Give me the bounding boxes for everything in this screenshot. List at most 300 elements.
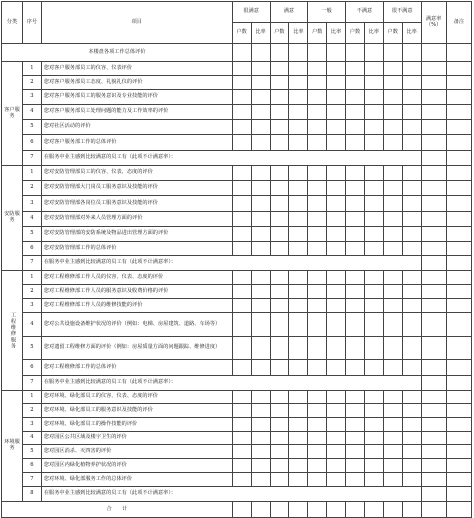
data-cell[interactable] <box>289 90 308 105</box>
data-cell[interactable] <box>327 227 346 242</box>
data-cell[interactable] <box>446 404 471 418</box>
data-cell[interactable] <box>446 299 471 313</box>
data-cell[interactable] <box>270 62 289 76</box>
data-cell[interactable] <box>383 299 402 313</box>
data-cell[interactable] <box>327 62 346 76</box>
data-cell[interactable] <box>232 120 251 135</box>
data-cell[interactable] <box>251 181 270 196</box>
data-cell[interactable] <box>402 120 421 135</box>
data-cell[interactable] <box>446 120 471 135</box>
data-cell[interactable] <box>346 459 365 473</box>
data-cell[interactable] <box>446 445 471 459</box>
data-cell[interactable] <box>421 360 446 376</box>
data-cell[interactable] <box>446 62 471 76</box>
data-cell[interactable] <box>346 76 365 90</box>
data-cell[interactable] <box>346 212 365 227</box>
data-cell[interactable] <box>308 445 327 459</box>
data-cell[interactable] <box>308 76 327 90</box>
data-cell[interactable] <box>346 285 365 299</box>
data-cell[interactable] <box>346 418 365 432</box>
data-cell[interactable] <box>232 299 251 313</box>
data-cell[interactable] <box>327 271 346 285</box>
data-cell[interactable] <box>402 166 421 181</box>
data-cell[interactable] <box>402 76 421 90</box>
data-cell[interactable] <box>327 502 346 518</box>
data-cell[interactable] <box>402 391 421 404</box>
data-cell[interactable] <box>383 135 402 151</box>
data-cell[interactable] <box>421 285 446 299</box>
data-cell[interactable] <box>308 135 327 151</box>
data-cell[interactable] <box>402 135 421 151</box>
data-cell[interactable] <box>308 105 327 120</box>
data-cell[interactable] <box>364 473 383 487</box>
data-cell[interactable] <box>251 445 270 459</box>
data-cell[interactable] <box>402 62 421 76</box>
data-cell[interactable] <box>383 391 402 404</box>
data-cell[interactable] <box>327 120 346 135</box>
data-cell[interactable] <box>327 404 346 418</box>
data-cell[interactable] <box>383 432 402 445</box>
data-cell[interactable] <box>402 432 421 445</box>
data-cell[interactable] <box>232 337 251 360</box>
data-cell[interactable] <box>327 105 346 120</box>
data-cell[interactable] <box>289 445 308 459</box>
data-cell[interactable] <box>346 166 365 181</box>
data-cell[interactable] <box>446 256 471 271</box>
data-cell[interactable] <box>446 285 471 299</box>
data-cell[interactable] <box>402 242 421 256</box>
data-cell[interactable] <box>232 242 251 256</box>
data-cell[interactable] <box>232 360 251 376</box>
data-cell[interactable] <box>232 166 251 181</box>
data-cell[interactable] <box>251 473 270 487</box>
data-cell[interactable] <box>446 418 471 432</box>
data-cell[interactable] <box>364 445 383 459</box>
data-cell[interactable] <box>251 196 270 212</box>
data-cell[interactable] <box>232 90 251 105</box>
data-cell[interactable] <box>421 418 446 432</box>
data-cell[interactable] <box>364 313 383 337</box>
data-cell[interactable] <box>402 445 421 459</box>
data-cell[interactable] <box>364 459 383 473</box>
data-cell[interactable] <box>308 459 327 473</box>
data-cell[interactable] <box>421 404 446 418</box>
data-cell[interactable] <box>251 76 270 90</box>
data-cell[interactable] <box>402 337 421 360</box>
data-cell[interactable] <box>421 135 446 151</box>
data-cell[interactable] <box>421 459 446 473</box>
data-cell[interactable] <box>308 418 327 432</box>
data-cell[interactable] <box>327 135 346 151</box>
data-cell[interactable] <box>446 44 471 62</box>
data-cell[interactable] <box>232 473 251 487</box>
data-cell[interactable] <box>327 196 346 212</box>
data-cell[interactable] <box>383 196 402 212</box>
data-cell[interactable] <box>402 181 421 196</box>
data-cell[interactable] <box>289 242 308 256</box>
data-cell[interactable] <box>289 105 308 120</box>
data-cell[interactable] <box>364 404 383 418</box>
data-cell[interactable] <box>446 212 471 227</box>
data-cell[interactable] <box>232 181 251 196</box>
data-cell[interactable] <box>270 418 289 432</box>
data-cell[interactable] <box>446 360 471 376</box>
data-cell[interactable] <box>270 76 289 90</box>
data-cell[interactable] <box>446 135 471 151</box>
data-cell[interactable] <box>232 135 251 151</box>
data-cell[interactable] <box>402 227 421 242</box>
data-cell[interactable] <box>383 459 402 473</box>
data-cell[interactable] <box>289 285 308 299</box>
data-cell[interactable] <box>446 181 471 196</box>
data-cell[interactable] <box>308 181 327 196</box>
data-cell[interactable] <box>327 181 346 196</box>
data-cell[interactable] <box>251 227 270 242</box>
data-cell[interactable] <box>270 404 289 418</box>
data-cell[interactable] <box>251 418 270 432</box>
data-cell[interactable] <box>346 135 365 151</box>
data-cell[interactable] <box>364 360 383 376</box>
data-cell[interactable] <box>289 166 308 181</box>
data-cell[interactable] <box>251 90 270 105</box>
data-cell[interactable] <box>232 418 251 432</box>
data-cell[interactable] <box>270 242 289 256</box>
data-cell[interactable] <box>346 473 365 487</box>
data-cell[interactable] <box>421 212 446 227</box>
data-cell[interactable] <box>289 313 308 337</box>
data-cell[interactable] <box>364 391 383 404</box>
data-cell[interactable] <box>446 90 471 105</box>
data-cell[interactable] <box>270 196 289 212</box>
data-cell[interactable] <box>289 360 308 376</box>
data-cell[interactable] <box>251 313 270 337</box>
data-cell[interactable] <box>308 227 327 242</box>
data-cell[interactable] <box>251 391 270 404</box>
data-cell[interactable] <box>346 90 365 105</box>
data-cell[interactable] <box>421 502 446 518</box>
data-cell[interactable] <box>421 181 446 196</box>
data-cell[interactable] <box>270 313 289 337</box>
data-cell[interactable] <box>232 313 251 337</box>
data-cell[interactable] <box>446 502 471 518</box>
data-cell[interactable] <box>364 271 383 285</box>
data-cell[interactable] <box>308 337 327 360</box>
data-cell[interactable] <box>327 44 346 62</box>
data-cell[interactable] <box>270 181 289 196</box>
data-cell[interactable] <box>383 418 402 432</box>
data-cell[interactable] <box>446 105 471 120</box>
data-cell[interactable] <box>346 271 365 285</box>
data-cell[interactable] <box>346 181 365 196</box>
data-cell[interactable] <box>289 391 308 404</box>
data-cell[interactable] <box>232 432 251 445</box>
data-cell[interactable] <box>364 227 383 242</box>
data-cell[interactable] <box>446 271 471 285</box>
data-cell[interactable] <box>421 391 446 404</box>
data-cell[interactable] <box>383 227 402 242</box>
data-cell[interactable] <box>383 212 402 227</box>
data-cell[interactable] <box>421 313 446 337</box>
data-cell[interactable] <box>232 445 251 459</box>
data-cell[interactable] <box>289 418 308 432</box>
data-cell[interactable] <box>383 90 402 105</box>
data-cell[interactable] <box>289 227 308 242</box>
data-cell[interactable] <box>446 337 471 360</box>
data-cell[interactable] <box>402 212 421 227</box>
data-cell[interactable] <box>346 62 365 76</box>
data-cell[interactable] <box>402 299 421 313</box>
data-cell[interactable] <box>421 62 446 76</box>
data-cell[interactable] <box>364 242 383 256</box>
data-cell[interactable] <box>327 299 346 313</box>
data-cell[interactable] <box>327 313 346 337</box>
data-cell[interactable] <box>327 445 346 459</box>
data-cell[interactable] <box>289 181 308 196</box>
data-cell[interactable] <box>346 445 365 459</box>
data-cell[interactable] <box>421 242 446 256</box>
data-cell[interactable] <box>327 418 346 432</box>
data-cell[interactable] <box>383 337 402 360</box>
data-cell[interactable] <box>402 271 421 285</box>
data-cell[interactable] <box>251 120 270 135</box>
data-cell[interactable] <box>308 473 327 487</box>
data-cell[interactable] <box>232 404 251 418</box>
data-cell[interactable] <box>232 227 251 242</box>
data-cell[interactable] <box>421 473 446 487</box>
data-cell[interactable] <box>383 285 402 299</box>
data-cell[interactable] <box>251 271 270 285</box>
data-cell[interactable] <box>327 360 346 376</box>
data-cell[interactable] <box>383 502 402 518</box>
data-cell[interactable] <box>270 432 289 445</box>
data-cell[interactable] <box>446 76 471 90</box>
data-cell[interactable] <box>346 313 365 337</box>
data-cell[interactable] <box>346 337 365 360</box>
data-cell[interactable] <box>402 404 421 418</box>
data-cell[interactable] <box>446 196 471 212</box>
data-cell[interactable] <box>402 196 421 212</box>
data-cell[interactable] <box>446 313 471 337</box>
data-cell[interactable] <box>402 502 421 518</box>
data-cell[interactable] <box>364 44 383 62</box>
data-cell[interactable] <box>289 404 308 418</box>
data-cell[interactable] <box>251 62 270 76</box>
data-cell[interactable] <box>383 445 402 459</box>
data-cell[interactable] <box>308 313 327 337</box>
data-cell[interactable] <box>364 90 383 105</box>
data-cell[interactable] <box>232 105 251 120</box>
data-cell[interactable] <box>364 285 383 299</box>
data-cell[interactable] <box>364 432 383 445</box>
data-cell[interactable] <box>421 196 446 212</box>
data-cell[interactable] <box>364 166 383 181</box>
data-cell[interactable] <box>232 459 251 473</box>
data-cell[interactable] <box>308 360 327 376</box>
data-cell[interactable] <box>327 285 346 299</box>
data-cell[interactable] <box>251 337 270 360</box>
data-cell[interactable] <box>251 105 270 120</box>
data-cell[interactable] <box>251 44 270 62</box>
data-cell[interactable] <box>327 90 346 105</box>
data-cell[interactable] <box>251 135 270 151</box>
data-cell[interactable] <box>289 120 308 135</box>
data-cell[interactable] <box>270 227 289 242</box>
data-cell[interactable] <box>383 473 402 487</box>
data-cell[interactable] <box>346 299 365 313</box>
data-cell[interactable] <box>346 404 365 418</box>
data-cell[interactable] <box>383 105 402 120</box>
data-cell[interactable] <box>308 90 327 105</box>
data-cell[interactable] <box>270 120 289 135</box>
data-cell[interactable] <box>270 285 289 299</box>
data-cell[interactable] <box>251 285 270 299</box>
data-cell[interactable] <box>383 313 402 337</box>
data-cell[interactable] <box>383 120 402 135</box>
data-cell[interactable] <box>346 502 365 518</box>
data-cell[interactable] <box>364 337 383 360</box>
data-cell[interactable] <box>346 105 365 120</box>
data-cell[interactable] <box>383 76 402 90</box>
data-cell[interactable] <box>232 62 251 76</box>
data-cell[interactable] <box>251 459 270 473</box>
data-cell[interactable] <box>251 299 270 313</box>
data-cell[interactable] <box>383 271 402 285</box>
data-cell[interactable] <box>289 502 308 518</box>
data-cell[interactable] <box>446 459 471 473</box>
data-cell[interactable] <box>308 502 327 518</box>
data-cell[interactable] <box>346 242 365 256</box>
data-cell[interactable] <box>289 299 308 313</box>
data-cell[interactable] <box>327 473 346 487</box>
data-cell[interactable] <box>251 404 270 418</box>
data-cell[interactable] <box>383 44 402 62</box>
data-cell[interactable] <box>346 432 365 445</box>
data-cell[interactable] <box>308 212 327 227</box>
data-cell[interactable] <box>308 120 327 135</box>
data-cell[interactable] <box>270 271 289 285</box>
data-cell[interactable] <box>446 487 471 502</box>
data-cell[interactable] <box>308 432 327 445</box>
data-cell[interactable] <box>232 212 251 227</box>
data-cell[interactable] <box>327 212 346 227</box>
data-cell[interactable] <box>421 76 446 90</box>
data-cell[interactable] <box>270 299 289 313</box>
data-cell[interactable] <box>346 391 365 404</box>
data-cell[interactable] <box>346 360 365 376</box>
data-cell[interactable] <box>327 459 346 473</box>
data-cell[interactable] <box>364 135 383 151</box>
data-cell[interactable] <box>270 44 289 62</box>
data-cell[interactable] <box>289 62 308 76</box>
data-cell[interactable] <box>402 90 421 105</box>
data-cell[interactable] <box>446 227 471 242</box>
data-cell[interactable] <box>308 404 327 418</box>
data-cell[interactable] <box>446 432 471 445</box>
data-cell[interactable] <box>402 313 421 337</box>
data-cell[interactable] <box>289 473 308 487</box>
data-cell[interactable] <box>364 418 383 432</box>
data-cell[interactable] <box>446 391 471 404</box>
data-cell[interactable] <box>308 242 327 256</box>
data-cell[interactable] <box>251 360 270 376</box>
data-cell[interactable] <box>232 196 251 212</box>
data-cell[interactable] <box>308 271 327 285</box>
data-cell[interactable] <box>446 166 471 181</box>
data-cell[interactable] <box>421 166 446 181</box>
data-cell[interactable] <box>421 151 446 166</box>
data-cell[interactable] <box>383 62 402 76</box>
data-cell[interactable] <box>421 227 446 242</box>
data-cell[interactable] <box>289 432 308 445</box>
data-cell[interactable] <box>308 299 327 313</box>
data-cell[interactable] <box>402 285 421 299</box>
data-cell[interactable] <box>446 473 471 487</box>
data-cell[interactable] <box>446 376 471 391</box>
data-cell[interactable] <box>402 418 421 432</box>
data-cell[interactable] <box>289 76 308 90</box>
data-cell[interactable] <box>270 391 289 404</box>
data-cell[interactable] <box>270 337 289 360</box>
data-cell[interactable] <box>232 44 251 62</box>
data-cell[interactable] <box>421 445 446 459</box>
data-cell[interactable] <box>346 120 365 135</box>
data-cell[interactable] <box>421 90 446 105</box>
data-cell[interactable] <box>289 44 308 62</box>
data-cell[interactable] <box>402 459 421 473</box>
data-cell[interactable] <box>446 151 471 166</box>
data-cell[interactable] <box>308 285 327 299</box>
data-cell[interactable] <box>232 285 251 299</box>
data-cell[interactable] <box>402 473 421 487</box>
data-cell[interactable] <box>308 44 327 62</box>
data-cell[interactable] <box>346 44 365 62</box>
data-cell[interactable] <box>364 299 383 313</box>
data-cell[interactable] <box>270 166 289 181</box>
data-cell[interactable] <box>327 242 346 256</box>
data-cell[interactable] <box>251 212 270 227</box>
data-cell[interactable] <box>421 256 446 271</box>
data-cell[interactable] <box>270 135 289 151</box>
data-cell[interactable] <box>270 212 289 227</box>
data-cell[interactable] <box>402 360 421 376</box>
data-cell[interactable] <box>251 502 270 518</box>
data-cell[interactable] <box>402 44 421 62</box>
data-cell[interactable] <box>308 391 327 404</box>
data-cell[interactable] <box>364 502 383 518</box>
data-cell[interactable] <box>421 432 446 445</box>
data-cell[interactable] <box>251 432 270 445</box>
data-cell[interactable] <box>327 166 346 181</box>
data-cell[interactable] <box>232 76 251 90</box>
data-cell[interactable] <box>421 376 446 391</box>
data-cell[interactable] <box>421 271 446 285</box>
data-cell[interactable] <box>289 135 308 151</box>
data-cell[interactable] <box>308 196 327 212</box>
data-cell[interactable] <box>270 105 289 120</box>
data-cell[interactable] <box>383 166 402 181</box>
data-cell[interactable] <box>289 196 308 212</box>
data-cell[interactable] <box>421 337 446 360</box>
data-cell[interactable] <box>421 105 446 120</box>
data-cell[interactable] <box>446 242 471 256</box>
data-cell[interactable] <box>402 105 421 120</box>
data-cell[interactable] <box>232 502 251 518</box>
data-cell[interactable] <box>232 271 251 285</box>
data-cell[interactable] <box>232 391 251 404</box>
data-cell[interactable] <box>289 459 308 473</box>
data-cell[interactable] <box>251 242 270 256</box>
data-cell[interactable] <box>364 196 383 212</box>
